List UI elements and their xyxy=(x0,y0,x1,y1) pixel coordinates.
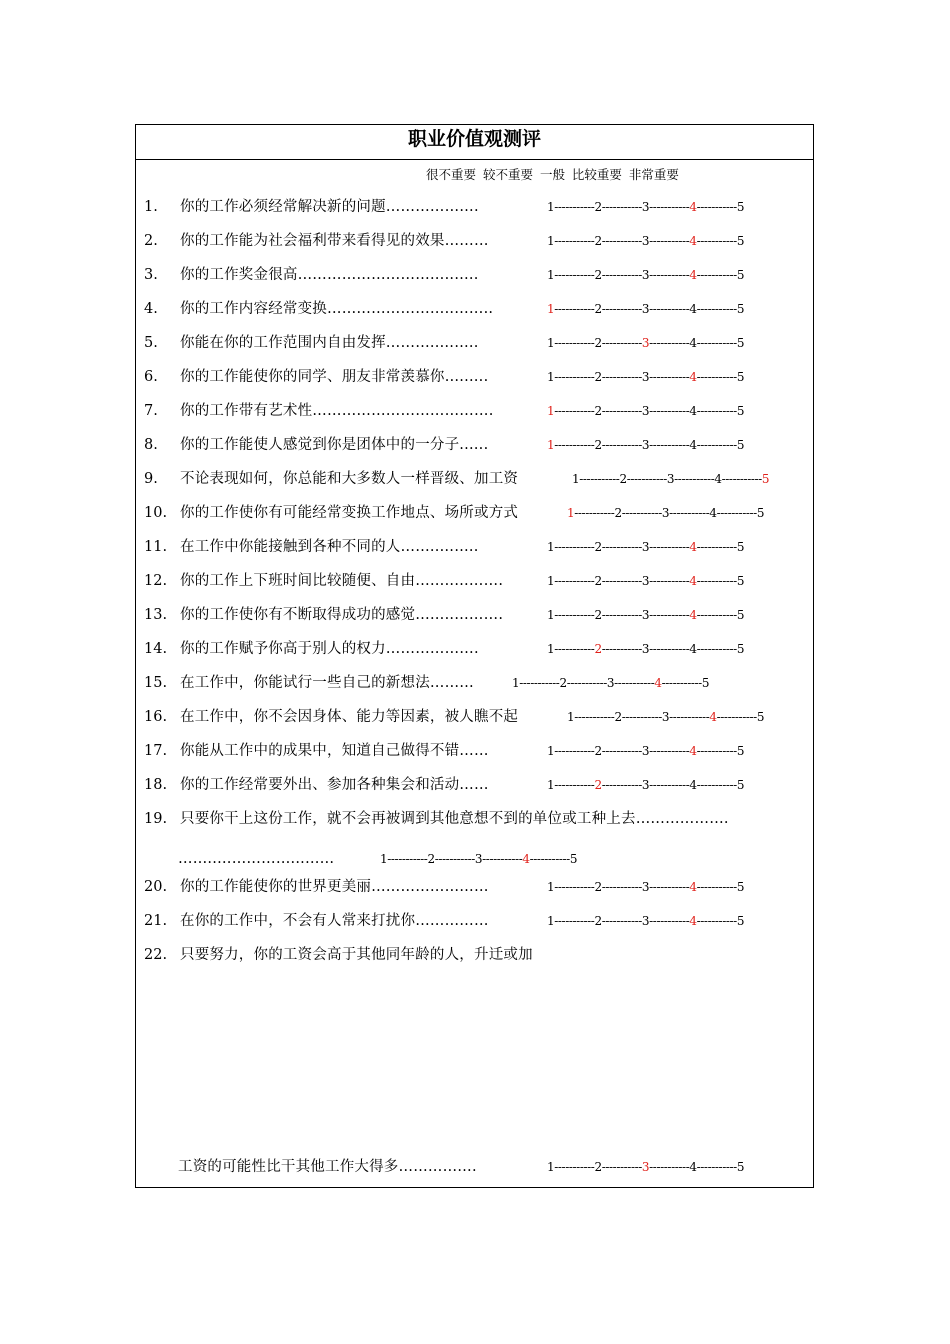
rating-dashes: ----------- xyxy=(696,744,737,758)
rating-option: 2 xyxy=(619,472,627,486)
rating-dashes: ----------- xyxy=(649,370,690,384)
question-row-continuation xyxy=(136,1157,813,1177)
question-text: 在工作中你能接触到各种不同的人……..…….. xyxy=(180,539,479,555)
rating-scale xyxy=(547,741,744,761)
question-number: 3. xyxy=(144,267,158,283)
rating-option: 3 xyxy=(641,778,650,792)
question-text: 你的工作内容经常变换……………………..…….. xyxy=(180,301,494,317)
rating-option: 3 xyxy=(641,200,650,214)
rating-option: 1 xyxy=(547,608,555,622)
rating-option: 1 xyxy=(547,336,555,350)
question-number: 20. xyxy=(144,879,168,895)
rating-option: 2 xyxy=(594,574,602,588)
question-row xyxy=(136,231,813,251)
rating-scale xyxy=(547,877,744,897)
rating-dashes: ----------- xyxy=(554,200,595,214)
rating-option: 5 xyxy=(736,1160,745,1174)
question-number: 8. xyxy=(144,437,158,453)
rating-dashes: ----------- xyxy=(574,710,615,724)
rating-dashes: ----------- xyxy=(574,506,615,520)
question-row xyxy=(136,877,813,897)
rating-scale xyxy=(547,367,744,387)
rating-scale xyxy=(547,265,744,285)
rating-scale xyxy=(567,707,764,727)
rating-dashes: ----------- xyxy=(601,438,642,452)
rating-dashes: ----------- xyxy=(696,1160,737,1174)
rating-scale xyxy=(547,1157,744,1177)
rating-option: 4 xyxy=(714,472,722,486)
rating-option: 3 xyxy=(641,914,650,928)
rating-dashes: ----------- xyxy=(554,642,595,656)
rating-dashes: ----------- xyxy=(696,540,737,554)
rating-option: 2 xyxy=(594,1160,602,1174)
question-row xyxy=(136,639,813,659)
rating-dashes: ----------- xyxy=(554,438,595,452)
rating-dashes: ----------- xyxy=(696,370,737,384)
rating-option: 2 xyxy=(594,234,602,248)
rating-selected: 4 xyxy=(689,540,697,554)
question-text: 只要努力，你的工资会高于其他同年龄的人，升迁或加 xyxy=(180,947,533,963)
question-number: 4. xyxy=(144,301,158,317)
question-text: 你的工作经常要外出、参加各种集会和活动…… xyxy=(180,777,489,793)
rating-option: 1 xyxy=(547,540,555,554)
rating-dashes: ----------- xyxy=(566,676,607,690)
assessment-table xyxy=(135,124,814,1188)
rating-option: 3 xyxy=(641,302,650,316)
question-text-continuation: ……..……………...…… xyxy=(178,851,335,867)
rating-option: 3 xyxy=(641,234,650,248)
rating-option: 1 xyxy=(567,710,575,724)
rating-selected: 4 xyxy=(689,370,697,384)
rating-dashes: ----------- xyxy=(614,676,655,690)
rating-option: 1 xyxy=(547,268,555,282)
question-number: 21. xyxy=(144,913,168,929)
rating-option: 5 xyxy=(736,540,745,554)
question-text: 只要你干上这份工作，就不会再被调到其他意想不到的单位或工种上去………………. xyxy=(180,811,729,827)
rating-option: 2 xyxy=(594,608,602,622)
rating-selected: 4 xyxy=(689,744,697,758)
rating-option: 3 xyxy=(641,268,650,282)
question-row-continuation xyxy=(136,849,813,869)
rating-option: 4 xyxy=(689,1160,697,1174)
rating-dashes: ----------- xyxy=(579,472,620,486)
rating-dashes: ----------- xyxy=(601,370,642,384)
question-row xyxy=(136,197,813,217)
rating-dashes: ----------- xyxy=(696,574,737,588)
rating-selected: 1 xyxy=(547,404,555,418)
question-text: 你的工作赋予你高于别人的权力………………. xyxy=(180,641,479,657)
rating-dashes: ----------- xyxy=(601,1160,642,1174)
rating-dashes: ----------- xyxy=(696,336,737,350)
rating-selected: 1 xyxy=(567,506,575,520)
rating-dashes: ----------- xyxy=(649,608,690,622)
rating-option: 5 xyxy=(736,302,745,316)
rating-option: 3 xyxy=(641,574,650,588)
rating-dashes: ----------- xyxy=(601,914,642,928)
rating-scale xyxy=(547,537,744,557)
rating-dashes: ----------- xyxy=(601,608,642,622)
rating-dashes: ----------- xyxy=(669,710,710,724)
rating-dashes: ----------- xyxy=(434,852,475,866)
rating-scale xyxy=(547,231,744,251)
question-row xyxy=(136,741,813,761)
rating-option: 2 xyxy=(594,880,602,894)
rating-option: 3 xyxy=(641,370,650,384)
rating-dashes: ----------- xyxy=(669,506,710,520)
rating-option: 2 xyxy=(559,676,567,690)
question-row xyxy=(136,911,813,931)
rating-option: 2 xyxy=(594,744,602,758)
rating-dashes: ----------- xyxy=(554,608,595,622)
rating-option: 1 xyxy=(547,880,555,894)
rating-scale xyxy=(547,197,744,217)
question-number: 6. xyxy=(144,369,158,385)
question-row xyxy=(136,367,813,387)
rating-selected: 4 xyxy=(654,676,662,690)
rating-selected: 4 xyxy=(522,852,530,866)
question-text: 在你的工作中，不会有人常来打扰你…………… xyxy=(180,913,489,929)
rating-dashes: ----------- xyxy=(649,914,690,928)
rating-dashes: ----------- xyxy=(696,302,737,316)
rating-scale xyxy=(547,333,744,353)
question-text: 你的工作使你有可能经常变换工作地点、场所或方式 xyxy=(180,505,519,521)
rating-dashes: ----------- xyxy=(649,336,690,350)
rating-option: 3 xyxy=(606,676,615,690)
rating-scale xyxy=(380,849,577,869)
rating-option: 1 xyxy=(547,778,555,792)
rating-option: 3 xyxy=(661,506,670,520)
question-number: 17. xyxy=(144,743,168,759)
rating-scale xyxy=(547,639,744,659)
rating-dashes: ----------- xyxy=(554,778,595,792)
question-text: 你的工作必须经常解决新的问题………………. xyxy=(180,199,479,215)
rating-selected: 4 xyxy=(689,234,697,248)
rating-dashes: ----------- xyxy=(601,642,642,656)
question-row xyxy=(136,469,813,489)
rating-dashes: ----------- xyxy=(554,404,595,418)
question-text: 在工作中，你能试行一些自己的新想法……… xyxy=(180,675,474,691)
rating-scale xyxy=(547,401,744,421)
rating-option: 5 xyxy=(756,710,765,724)
rating-option: 4 xyxy=(689,404,697,418)
rating-scale xyxy=(547,605,744,625)
rating-dashes: ----------- xyxy=(696,404,737,418)
question-row xyxy=(136,673,813,693)
rating-option: 5 xyxy=(736,608,745,622)
question-number: 19. xyxy=(144,811,168,827)
question-text-continuation: 工资的可能性比干其他工作大得多……………. xyxy=(178,1159,477,1175)
rating-option: 5 xyxy=(701,676,710,690)
rating-dashes: ----------- xyxy=(529,852,570,866)
rating-dashes: ----------- xyxy=(601,404,642,418)
question-text: 你的工作能为社会福利带来看得见的效果……… xyxy=(180,233,489,249)
rating-dashes: ----------- xyxy=(519,676,560,690)
rating-dashes: ----------- xyxy=(601,540,642,554)
rating-option: 5 xyxy=(736,404,745,418)
rating-scale xyxy=(547,571,744,591)
rating-dashes: ----------- xyxy=(601,234,642,248)
rating-option: 4 xyxy=(689,336,697,350)
rating-dashes: ----------- xyxy=(554,540,595,554)
page-title: 职业价值观测评 xyxy=(136,125,813,160)
question-row xyxy=(136,707,813,727)
rating-dashes: ----------- xyxy=(554,1160,595,1174)
rating-dashes: ----------- xyxy=(554,574,595,588)
rating-selected: 3 xyxy=(641,1160,650,1174)
question-number: 2. xyxy=(144,233,158,249)
question-row xyxy=(136,537,813,557)
question-row xyxy=(136,299,813,319)
question-text: 你的工作上下班时间比较随便、自由……..………. xyxy=(180,573,504,589)
question-text: 你的工作能使人感觉到你是团体中的一分子..…. xyxy=(180,437,489,453)
question-number: 22. xyxy=(144,947,168,963)
rating-option: 2 xyxy=(614,506,622,520)
rating-dashes: ----------- xyxy=(554,370,595,384)
rating-dashes: ----------- xyxy=(601,744,642,758)
rating-option: 3 xyxy=(641,404,650,418)
rating-option: 1 xyxy=(512,676,520,690)
rating-option: 5 xyxy=(736,744,745,758)
rating-dashes: ----------- xyxy=(649,642,690,656)
rating-option: 3 xyxy=(474,852,483,866)
rating-option: 5 xyxy=(736,574,745,588)
rating-option: 5 xyxy=(736,370,745,384)
rating-selected: 3 xyxy=(641,336,650,350)
rating-dashes: ----------- xyxy=(661,676,702,690)
rating-option: 5 xyxy=(736,880,745,894)
rating-dashes: ----------- xyxy=(649,744,690,758)
rating-dashes: ----------- xyxy=(696,438,737,452)
rating-dashes: ----------- xyxy=(716,506,757,520)
scale-header: 很不重要 较不重要 一般 比较重要 非常重要 xyxy=(426,167,679,182)
rating-option: 2 xyxy=(594,370,602,384)
rating-selected: 4 xyxy=(689,914,697,928)
question-text: 你的工作奖金很高…………………………..….. xyxy=(180,267,479,283)
rating-selected: 2 xyxy=(594,642,602,656)
rating-option: 5 xyxy=(736,778,745,792)
rating-dashes: ----------- xyxy=(387,852,428,866)
rating-option: 1 xyxy=(547,1160,555,1174)
rating-selected: 4 xyxy=(709,710,717,724)
rating-selected: 1 xyxy=(547,438,555,452)
rating-option: 3 xyxy=(641,880,650,894)
rating-selected: 5 xyxy=(761,472,770,486)
rating-option: 1 xyxy=(380,852,388,866)
rating-scale xyxy=(512,673,709,693)
rating-dashes: ----------- xyxy=(554,268,595,282)
rating-dashes: ----------- xyxy=(554,336,595,350)
rating-option: 4 xyxy=(689,302,697,316)
question-number: 5. xyxy=(144,335,158,351)
rating-option: 1 xyxy=(547,574,555,588)
question-text: 你能在你的工作范围内自由发挥………..…….. xyxy=(180,335,479,351)
question-number: 15. xyxy=(144,675,168,691)
rating-scale xyxy=(547,911,744,931)
question-row xyxy=(136,809,813,829)
rating-dashes: ----------- xyxy=(554,914,595,928)
question-text: 不论表现如何，你总能和大多数人一样晋级、加工资 xyxy=(180,471,519,487)
rating-option: 1 xyxy=(547,744,555,758)
rating-option: 4 xyxy=(689,438,697,452)
rating-dashes: ----------- xyxy=(649,200,690,214)
question-text: 你的工作带有艺术性………………………………. xyxy=(180,403,494,419)
rating-dashes: ----------- xyxy=(626,472,667,486)
question-number: 11. xyxy=(144,539,168,555)
rating-scale xyxy=(547,299,744,319)
question-row xyxy=(136,265,813,285)
question-text: 你的工作使你有不断取得成功的感觉……..………. xyxy=(180,607,504,623)
rating-option: 3 xyxy=(641,642,650,656)
rating-option: 5 xyxy=(736,642,745,656)
rating-option: 1 xyxy=(547,914,555,928)
rating-option: 5 xyxy=(736,268,745,282)
rating-option: 4 xyxy=(689,778,697,792)
rating-option: 3 xyxy=(641,744,650,758)
rating-dashes: ----------- xyxy=(649,268,690,282)
rating-dashes: ----------- xyxy=(649,404,690,418)
rating-option: 2 xyxy=(594,404,602,418)
question-row xyxy=(136,503,813,523)
rating-selected: 4 xyxy=(689,880,697,894)
rating-selected: 4 xyxy=(689,200,697,214)
question-number: 14. xyxy=(144,641,168,657)
question-number: 10. xyxy=(144,505,168,521)
rating-dashes: ----------- xyxy=(601,268,642,282)
rating-dashes: ----------- xyxy=(649,540,690,554)
rating-dashes: ----------- xyxy=(716,710,757,724)
rating-option: 5 xyxy=(736,234,745,248)
rating-option: 2 xyxy=(427,852,435,866)
rating-option: 2 xyxy=(594,336,602,350)
rating-option: 3 xyxy=(641,608,650,622)
question-row xyxy=(136,775,813,795)
rating-option: 2 xyxy=(594,438,602,452)
rating-dashes: ----------- xyxy=(696,642,737,656)
rating-dashes: ----------- xyxy=(649,778,690,792)
rating-dashes: ----------- xyxy=(696,914,737,928)
question-number: 16. xyxy=(144,709,168,725)
rating-dashes: ----------- xyxy=(621,710,662,724)
rating-option: 2 xyxy=(594,200,602,214)
rating-dashes: ----------- xyxy=(649,302,690,316)
rating-scale xyxy=(572,469,769,489)
question-text: 你的工作能使你的世界更美丽…………………… xyxy=(180,879,489,895)
rating-option: 1 xyxy=(547,234,555,248)
rating-option: 1 xyxy=(547,370,555,384)
rating-dashes: ----------- xyxy=(554,744,595,758)
rating-option: 5 xyxy=(756,506,765,520)
rating-dashes: ----------- xyxy=(621,506,662,520)
rating-dashes: ----------- xyxy=(696,234,737,248)
rating-dashes: ----------- xyxy=(696,778,737,792)
rating-dashes: ----------- xyxy=(674,472,715,486)
question-row xyxy=(136,571,813,591)
question-number: 12. xyxy=(144,573,168,589)
rating-dashes: ----------- xyxy=(554,234,595,248)
rating-scale xyxy=(547,435,744,455)
rating-option: 4 xyxy=(709,506,717,520)
rating-dashes: ----------- xyxy=(601,336,642,350)
rating-dashes: ----------- xyxy=(601,200,642,214)
rating-option: 1 xyxy=(547,642,555,656)
rating-dashes: ----------- xyxy=(601,574,642,588)
rating-dashes: ----------- xyxy=(649,574,690,588)
rating-dashes: ----------- xyxy=(554,302,595,316)
rating-selected: 4 xyxy=(689,608,697,622)
rating-option: 4 xyxy=(689,642,697,656)
rating-dashes: ----------- xyxy=(696,268,737,282)
question-number: 18. xyxy=(144,777,168,793)
rating-option: 1 xyxy=(547,200,555,214)
rating-selected: 2 xyxy=(594,778,602,792)
rating-option: 2 xyxy=(614,710,622,724)
question-number: 1. xyxy=(144,199,158,215)
rating-dashes: ----------- xyxy=(649,234,690,248)
rating-option: 5 xyxy=(736,336,745,350)
rating-dashes: ----------- xyxy=(696,880,737,894)
question-row xyxy=(136,435,813,455)
rating-option: 5 xyxy=(736,200,745,214)
rating-selected: 4 xyxy=(689,268,697,282)
rating-option: 3 xyxy=(641,438,650,452)
rating-scale xyxy=(567,503,764,523)
rating-dashes: ----------- xyxy=(649,1160,690,1174)
rating-dashes: ----------- xyxy=(696,608,737,622)
rating-option: 3 xyxy=(661,710,670,724)
question-row xyxy=(136,605,813,625)
rating-selected: 4 xyxy=(689,574,697,588)
rating-option: 2 xyxy=(594,302,602,316)
rating-selected: 1 xyxy=(547,302,555,316)
rating-dashes: ----------- xyxy=(601,302,642,316)
question-number: 13. xyxy=(144,607,168,623)
question-number: 9. xyxy=(144,471,158,487)
rating-dashes: ----------- xyxy=(721,472,762,486)
rating-option: 2 xyxy=(594,914,602,928)
question-text: 你的工作能使你的同学、朋友非常羡慕你…..…. xyxy=(180,369,489,385)
rating-option: 1 xyxy=(572,472,580,486)
rating-option: 5 xyxy=(569,852,578,866)
question-row xyxy=(136,333,813,353)
rating-scale xyxy=(547,775,744,795)
question-text: 你能从工作中的成果中，知道自己做得不错…… xyxy=(180,743,489,759)
rating-option: 2 xyxy=(594,268,602,282)
rating-option: 2 xyxy=(594,540,602,554)
rating-dashes: ----------- xyxy=(482,852,523,866)
question-number: 7. xyxy=(144,403,158,419)
rating-option: 3 xyxy=(641,540,650,554)
rating-option: 5 xyxy=(736,914,745,928)
rating-dashes: ----------- xyxy=(696,200,737,214)
rating-dashes: ----------- xyxy=(601,778,642,792)
rating-dashes: ----------- xyxy=(649,438,690,452)
question-text: 在工作中，你不会因身体、能力等因素，被人瞧不起 xyxy=(180,709,519,725)
rating-dashes: ----------- xyxy=(649,880,690,894)
rating-option: 5 xyxy=(736,438,745,452)
rating-dashes: ----------- xyxy=(554,880,595,894)
question-row xyxy=(136,401,813,421)
rating-option: 3 xyxy=(666,472,675,486)
question-row xyxy=(136,945,813,965)
rating-dashes: ----------- xyxy=(601,880,642,894)
